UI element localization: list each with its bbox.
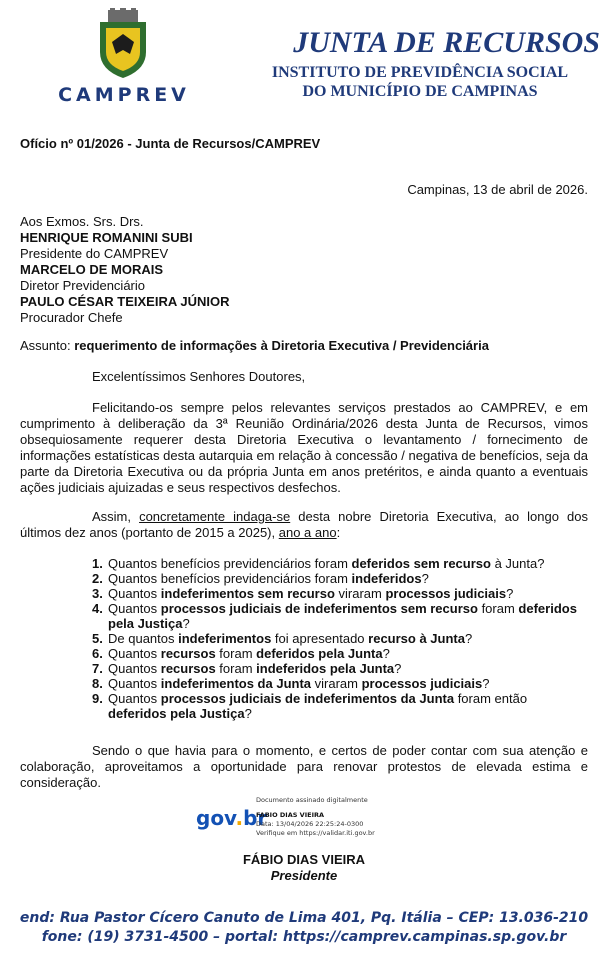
questions-list xyxy=(92,556,584,721)
question-text xyxy=(108,676,584,691)
paragraph-1: Felicitando-os sempre pelos relevantes serviços prestados ao CAMPREV, e em cumprimento à deliberação da 3ª Reunião Ordinária/2026 desta Junta de Recursos, vimos obsequiosamente requerer desta Diretoria Executiva o levantamento / fornecimento de informações estatísticas desta autarquia em relação à concessão / negativa de benefícios, seja da parte da Diretoria Executiva ou da própria Junta em anos pretéritos, e ainda quanto a eventuais ações judiciais ajuizadas e seus respectivos desfechos. xyxy=(20,400,588,495)
recipients-block xyxy=(20,214,580,326)
question-segment: Quantos xyxy=(108,646,161,661)
question-item xyxy=(92,556,584,571)
paragraph-2-underlined-1: concretamente indaga-se xyxy=(139,509,291,524)
question-emphasis: deferidos pela Justiça xyxy=(108,706,245,721)
question-number: 1. xyxy=(92,556,103,571)
question-number: 4. xyxy=(92,601,103,616)
question-text xyxy=(108,601,584,631)
question-item xyxy=(92,661,584,676)
question-segment: ? xyxy=(421,571,429,586)
salutation-intro: Aos Exmos. Srs. Drs. xyxy=(20,214,144,229)
question-emphasis: deferidos pela Justiça xyxy=(108,601,577,631)
question-emphasis: processos judiciais xyxy=(361,676,483,691)
stamp-date: Data: 13/04/2026 22:25:24-0300 xyxy=(256,820,364,828)
camprev-logo xyxy=(44,8,204,104)
signer-title: Presidente xyxy=(270,868,338,883)
question-segment: De quantos xyxy=(108,631,179,646)
letter-date: Campinas, 13 de abril de 2026. xyxy=(407,182,588,197)
question-emphasis: processos judiciais de indeferimentos da Junta xyxy=(160,691,455,706)
question-item xyxy=(92,631,584,646)
question-text xyxy=(108,691,584,721)
question-emphasis: indeferidos pela Junta xyxy=(256,661,395,676)
question-segment: ? xyxy=(482,676,490,691)
question-number: 2. xyxy=(92,571,103,586)
closing-paragraph: Sendo o que havia para o momento, e certos de poder contar com sua atenção e colaboração, aproveitamos a oportunidade para renovar protestos de elevada estima e consideração. xyxy=(20,743,588,790)
stamp-header: Documento assinado digitalmente xyxy=(256,796,368,804)
question-number: 9. xyxy=(92,691,103,706)
question-item xyxy=(92,586,584,601)
recipient-role: Presidente do CAMPREV xyxy=(20,246,169,261)
question-emphasis: recursos xyxy=(160,661,216,676)
header-subtitle-1: INSTITUTO DE PREVIDÊNCIA SOCIAL xyxy=(271,64,569,81)
question-segment: viraram xyxy=(334,586,386,601)
question-segment: foram xyxy=(215,646,257,661)
question-item xyxy=(92,646,584,661)
subject-line xyxy=(20,338,590,354)
question-emphasis: indeferimentos xyxy=(178,631,272,646)
question-segment: ? xyxy=(244,706,252,721)
question-number: 3. xyxy=(92,586,103,601)
question-segment: Quantos xyxy=(108,691,161,706)
logo-text: CAMPREV xyxy=(58,84,190,106)
question-segment: foi apresentado xyxy=(271,631,369,646)
header-title: JUNTA DE RECURSOS xyxy=(293,26,600,59)
paragraph-2-part-c: : xyxy=(336,525,341,540)
question-segment: ? xyxy=(464,631,473,646)
letter-reference: Ofício nº 01/2026 - Junta de Recursos/CAMPREV xyxy=(20,136,321,151)
question-segment: Quantos benefícios previdenciários foram xyxy=(108,556,352,571)
question-emphasis: recursos xyxy=(160,646,216,661)
question-segment: ? xyxy=(382,646,390,661)
question-text xyxy=(108,571,584,586)
question-emphasis: processos judiciais de indeferimentos sem recurso xyxy=(160,601,478,616)
question-emphasis: indeferimentos da Junta xyxy=(160,676,312,691)
subject-text: requerimento de informações à Diretoria Executiva / Previdenciária xyxy=(74,338,489,353)
recipient-name: HENRIQUE ROMANINI SUBI xyxy=(20,230,193,245)
recipient-role: Diretor Previdenciário xyxy=(20,278,145,293)
stamp-name: FABIO DIAS VIEIRA xyxy=(256,811,325,819)
greeting: Excelentíssimos Senhores Doutores, xyxy=(92,369,306,384)
coat-of-arms-icon xyxy=(94,8,152,80)
question-number: 8. xyxy=(92,676,103,691)
question-segment: à Junta? xyxy=(490,556,545,571)
recipient-name: PAULO CÉSAR TEIXEIRA JÚNIOR xyxy=(20,294,230,309)
question-segment: Quantos xyxy=(108,601,161,616)
question-emphasis: processos judiciais xyxy=(385,586,507,601)
stamp-verify: Verifique em https://validar.iti.gov.br xyxy=(256,829,375,837)
question-text xyxy=(108,556,584,571)
question-segment: Quantos xyxy=(108,661,161,676)
paragraph-2-part-b: desta nobre Diretoria Executiva, ao longo dos últimos dez anos (portanto de 2015 a 2025), xyxy=(20,509,588,540)
question-segment: Quantos xyxy=(108,586,161,601)
recipient-role: Procurador Chefe xyxy=(20,310,123,325)
footer-contact: fone: (19) 3731-4500 – portal: https://camprev.campinas.sp.gov.br xyxy=(41,929,567,945)
paragraph-2-part-a: Assim, xyxy=(92,509,140,524)
question-number: 7. xyxy=(92,661,103,676)
question-text xyxy=(108,646,584,661)
question-emphasis: deferidos pela Junta xyxy=(256,646,383,661)
question-item xyxy=(92,571,584,586)
question-segment: Quantos benefícios previdenciários foram xyxy=(108,571,352,586)
question-emphasis: indeferimentos sem recurso xyxy=(160,586,335,601)
footer-address: end: Rua Pastor Cícero Canuto de Lima 401, Pq. Itália – CEP: 13.036-210 xyxy=(19,910,589,926)
recipient-name: MARCELO DE MORAIS xyxy=(20,262,163,277)
question-segment: ? xyxy=(394,661,402,676)
subject-label: Assunto: xyxy=(20,338,71,353)
question-item xyxy=(92,676,584,691)
question-segment: ? xyxy=(506,586,514,601)
question-item xyxy=(92,601,584,631)
paragraph-2 xyxy=(20,509,588,541)
question-segment: foram xyxy=(477,601,519,616)
question-text xyxy=(108,586,584,601)
header-subtitle-2: DO MUNICÍPIO DE CAMPINAS xyxy=(302,83,538,100)
paragraph-2-underlined-2: ano a ano xyxy=(278,525,337,540)
question-segment: viraram xyxy=(311,676,362,691)
question-text xyxy=(108,661,584,676)
question-segment: ? xyxy=(182,616,190,631)
question-emphasis: indeferidos xyxy=(351,571,422,586)
govbr-logo: gov.br xyxy=(196,806,268,830)
question-segment: foram xyxy=(215,661,257,676)
question-emphasis: recurso à Junta xyxy=(368,631,465,646)
question-number: 5. xyxy=(92,631,103,646)
question-emphasis: deferidos sem recurso xyxy=(351,556,491,571)
question-number: 6. xyxy=(92,646,103,661)
signer-name: FÁBIO DIAS VIEIRA xyxy=(242,852,366,867)
question-item xyxy=(92,691,584,721)
digital-signature-stamp xyxy=(196,796,416,840)
question-segment: foram então xyxy=(454,691,528,706)
question-text xyxy=(108,631,584,646)
question-segment: Quantos xyxy=(108,676,161,691)
